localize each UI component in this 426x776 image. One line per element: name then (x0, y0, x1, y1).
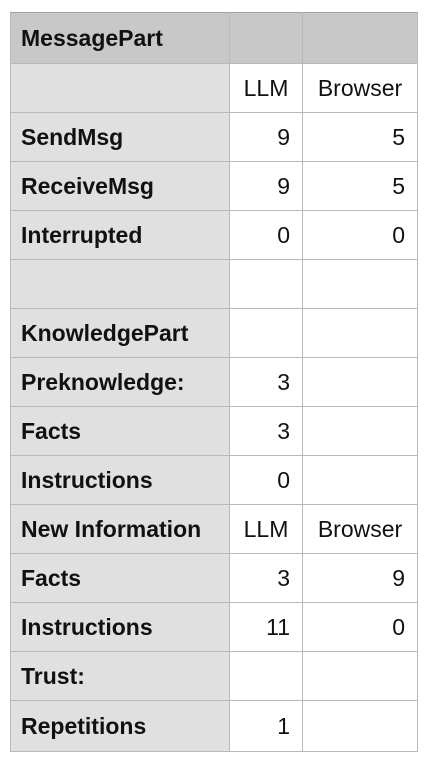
table-row (11, 407, 418, 456)
column-header-llm[interactable]: LLM (230, 505, 303, 554)
row-label[interactable]: Instructions (11, 603, 230, 652)
row-label[interactable]: Preknowledge: (11, 358, 230, 407)
section-label-knowledge[interactable]: KnowledgePart (11, 309, 230, 358)
table-row (11, 701, 418, 752)
browser-value-cell[interactable] (303, 456, 418, 505)
table-row (11, 211, 418, 260)
column-header-browser[interactable]: Browser (303, 505, 418, 554)
row-label[interactable]: Instructions (11, 456, 230, 505)
empty-label-cell[interactable] (11, 64, 230, 113)
column-header-row (11, 64, 418, 113)
llm-value-cell[interactable]: 3 (230, 407, 303, 456)
llm-value-cell[interactable]: 0 (230, 211, 303, 260)
row-label[interactable]: Trust: (11, 652, 230, 701)
llm-value-cell[interactable]: 9 (230, 113, 303, 162)
table-row (11, 162, 418, 211)
browser-value-cell[interactable]: 0 (303, 211, 418, 260)
browser-value-cell[interactable] (303, 407, 418, 456)
llm-value-cell[interactable]: 0 (230, 456, 303, 505)
row-label[interactable]: SendMsg (11, 113, 230, 162)
column-header-browser[interactable]: Browser (303, 64, 418, 113)
browser-value-cell[interactable] (303, 701, 418, 752)
browser-value-cell[interactable]: 9 (303, 554, 418, 603)
row-label[interactable]: Repetitions (11, 701, 230, 752)
empty-cell[interactable] (303, 309, 418, 358)
llm-value-cell[interactable]: 3 (230, 554, 303, 603)
table-title-cell[interactable]: MessagePart (11, 13, 230, 64)
section-header-row (11, 309, 418, 358)
table-row (11, 652, 418, 701)
table-row (11, 358, 418, 407)
section-label-new-information[interactable]: New Information (11, 505, 230, 554)
row-label[interactable]: ReceiveMsg (11, 162, 230, 211)
title-row (11, 13, 418, 64)
empty-cell[interactable] (230, 13, 303, 64)
blank-row (11, 260, 418, 309)
table-row (11, 554, 418, 603)
browser-value-cell[interactable]: 5 (303, 162, 418, 211)
llm-value-cell[interactable]: 3 (230, 358, 303, 407)
row-label[interactable]: Facts (11, 554, 230, 603)
llm-value-cell[interactable] (230, 652, 303, 701)
table-row (11, 113, 418, 162)
row-label[interactable]: Facts (11, 407, 230, 456)
section-header-row (11, 505, 418, 554)
llm-value-cell[interactable]: 1 (230, 701, 303, 752)
row-label[interactable]: Interrupted (11, 211, 230, 260)
column-header-llm[interactable]: LLM (230, 64, 303, 113)
browser-value-cell[interactable] (303, 652, 418, 701)
table-row (11, 603, 418, 652)
empty-cell[interactable] (303, 260, 418, 309)
empty-cell[interactable] (303, 13, 418, 64)
table-row (11, 456, 418, 505)
browser-value-cell[interactable]: 0 (303, 603, 418, 652)
empty-label-cell[interactable] (11, 260, 230, 309)
llm-value-cell[interactable]: 9 (230, 162, 303, 211)
spreadsheet-table (10, 12, 418, 752)
browser-value-cell[interactable]: 5 (303, 113, 418, 162)
llm-value-cell[interactable]: 11 (230, 603, 303, 652)
empty-cell[interactable] (230, 309, 303, 358)
empty-cell[interactable] (230, 260, 303, 309)
browser-value-cell[interactable] (303, 358, 418, 407)
